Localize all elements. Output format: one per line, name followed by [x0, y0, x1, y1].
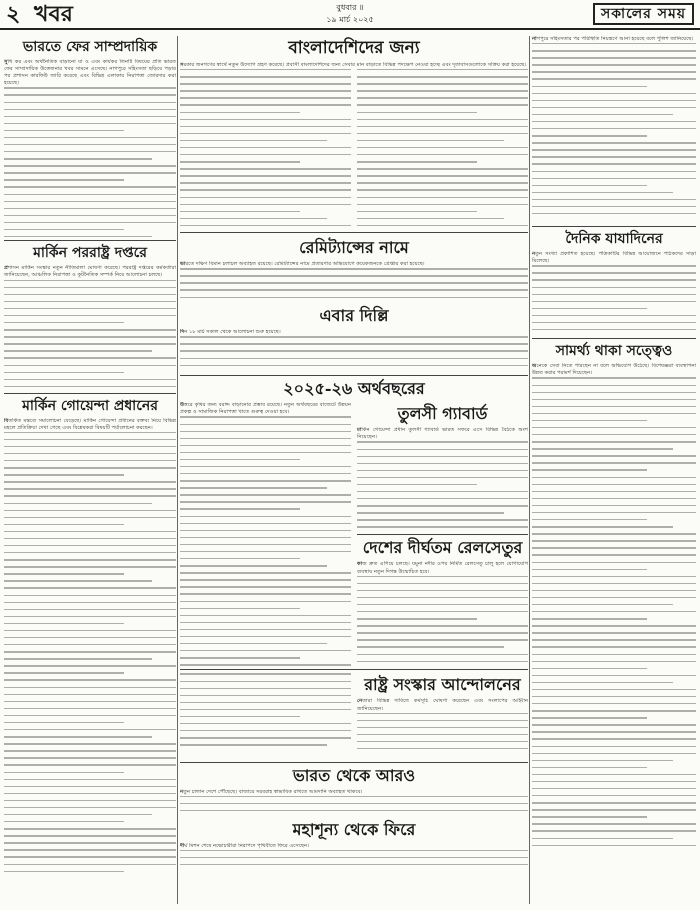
article-body [532, 265, 696, 335]
article-body [357, 576, 528, 666]
article-lead: কাজ দ্রুত এগিয়ে চলছে। যমুনা নদীর ওপর নির্মিত রেলসেতু চালু হলে যোগাযোগ ব্যবস্থায় নতুন দিগন্ত উন্মোচিত হবে। [357, 561, 528, 575]
article-body [180, 268, 528, 304]
article-body [357, 713, 528, 759]
article-remittance [180, 238, 528, 304]
headline: মার্কিন গোয়েন্দা প্রধানের [22, 397, 158, 414]
headline: ২০২৫-২৬ অর্থবছরের [283, 379, 425, 399]
article-budget [180, 379, 528, 666]
article-us-state-dept [4, 244, 176, 389]
left-column [4, 36, 176, 872]
headline: সামর্থ্য থাকা সত্ত্বেও [555, 343, 673, 360]
divider [180, 375, 528, 376]
middle-columns [180, 36, 528, 872]
article-despite-ability [532, 342, 696, 847]
article-lead: নেতারা বিভিন্ন দাবিতে কর্মসূচি ঘোষণা করেছেন এবং সংলাপের আহ্বান জানিয়েছেন। [357, 698, 528, 712]
section-title: খবর [34, 1, 73, 27]
article-lead: সরকার জনগণের স্বার্থে নতুন উদ্যোগ গ্রহণ করেছে। প্রবাসী বাংলাদেশিদের জন্য সেবার মান বাড়াতে বিভিন্ন পদক্ষেপ নেওয়া হচ্ছে এবং দূতাবাসগুলোকে সক্রিয় করা হয়েছে। [180, 62, 527, 68]
dateline [290, 2, 410, 26]
article-tulsi [357, 404, 528, 531]
article-lead: বিতর্কিত মন্তব্যে সমালোচনা বেড়েছে। মার্কিন গোয়েন্দা প্রধানের বক্তব্য নিয়ে বিভিন্ন মহলে প্রতিক্রিয়া দেখা গেছে এবং বিশ্লেষকরা বিষয়টি পর্যালোচনা করছেন। [4, 417, 176, 431]
headline: দেশের দীর্ঘতম রেলসেতুর [362, 538, 523, 558]
headline: তুলসী গ্যাবার্ড [397, 404, 488, 424]
divider [532, 226, 696, 227]
headline: ভারত থেকে আরও [292, 765, 416, 785]
divider [180, 669, 528, 670]
article-us-intel-chief [4, 397, 176, 872]
article-india-communal [4, 38, 176, 237]
article-body [4, 87, 176, 237]
headline: ভারতে ফের সাম্প্রদায়িক [22, 39, 158, 55]
article-body [357, 69, 528, 229]
headline: বাংলাদেশিদের জন্য [288, 38, 420, 58]
article-body [180, 850, 528, 872]
headline: দৈনিক যাযাদিনের [565, 231, 663, 248]
divider [532, 338, 696, 339]
headline: রেমিট্যান্সের নামে [299, 238, 409, 258]
column-rule [529, 36, 530, 904]
article-india-imports [180, 766, 528, 818]
column-rule [177, 36, 178, 904]
article-lead: নতুন সংখ্যা প্রকাশিত হয়েছে। পত্রিকাটির বিভিন্ন আয়োজনে পাঠকদের সাড়া মিলেছে। [532, 251, 696, 265]
article-lead: নতুন চালান দেশে পৌঁছেছে। বাজারে সরবরাহ স্বাভাবিক রাখতে আমদানি অব্যাহত থাকবে। [180, 788, 363, 795]
article-lead: প্রশাসন মার্কিন সংস্কার নতুন নীতিমালা ঘোষণা করেছে। পররাষ্ট্র দপ্তরের কর্মকর্তারা জানিয়েছেন, আঞ্চলিক নিরাপত্তা ও কূটনৈতিক সম্পর্ক নিয়ে আলোচনা চলছে। [4, 265, 176, 279]
masthead [0, 0, 700, 30]
article-body [357, 441, 528, 531]
article-body [532, 43, 696, 223]
article-space-return [180, 820, 528, 872]
day-label: বুধবার ॥ [336, 3, 364, 12]
article-state-reform [357, 675, 528, 758]
article-body [180, 336, 528, 372]
article-continuation [532, 36, 696, 223]
article-body [4, 432, 176, 872]
article-delhi [180, 306, 528, 372]
page-number: ২ [6, 1, 21, 27]
divider [180, 762, 528, 763]
article-bangladeshis [180, 38, 528, 229]
article-lead: নাগপুরে সহিংসতার পর পরিস্থিতি নিয়ন্ত্রণে আনা হয়েছে বলে পুলিশ জানিয়েছে। [532, 36, 694, 42]
article-lead: দীর্ঘ মিশন শেষে নভোচারীরা নিরাপদে পৃথিবীতে ফিরে এসেছেন। [180, 842, 309, 849]
article-daily-jaijaidin [532, 230, 696, 335]
article-lead: উত্তরে কৃষির জন্য বরাদ্দ বাড়ানোর প্রস্তাব রয়েছে। নতুন অর্থবছরের বাজেটে উন্নয়ন প্রকল্প ও সামাজিক নিরাপত্তা খাতে গুরুত্ব দেওয়া হবে। [180, 402, 351, 416]
divider [4, 393, 176, 394]
article-body [4, 280, 176, 390]
divider [180, 232, 528, 233]
newspaper-logo: সকালের সময় [593, 3, 694, 25]
headline: এবার দিল্লি [319, 306, 389, 326]
article-body [180, 69, 351, 229]
article-lead: অনেকে সেবা নিতে পারছেন না বলে অভিযোগ উঠেছে। বিশেষজ্ঞরা ব্যবস্থাপনা উন্নত করার পরামর্শ দিয়েছেন। [532, 363, 696, 377]
article-lead: মার্কিন গোয়েন্দা প্রধান তুলসী গ্যাবার্ড ভারত সফরে এসে বিভিন্ন বৈঠকে অংশ নিয়েছেন। [357, 427, 528, 441]
article-body [180, 796, 528, 818]
headline: রাষ্ট্র সংস্কার আন্দোলনের [364, 675, 521, 695]
article-lead: দিন ১৮ মার্চ সকাল থেকে আলোচনা শুরু হয়েছে। [180, 329, 281, 336]
date-label: ১৯ মার্চ ২০২৫ [326, 15, 374, 24]
headline: মহাশূন্য থেকে ফিরে [292, 819, 416, 839]
article-lead: সুখি কর এবং অর্থনৈতিক বাড়ানো যা ও এবং কার্যকর তিনটি বিষয়ের প্রতি ভারত ফের সাম্প্রদায়িক উত্তেজনার খবর সামনে এসেছে। নাগপুরে সহিংসতা ছড়িয়ে পড়ার পর প্রশাসন কারফিউ জারি করেছে এবং বিভিন্ন এলাকায় নিরাপত্তা জোরদার করা হয়েছে। [4, 59, 176, 87]
headline: মার্কিন পররাষ্ট্র দপ্তরে [33, 245, 147, 262]
article-body [532, 377, 696, 847]
article-body [180, 416, 351, 666]
article-rail-bridge [357, 538, 528, 665]
divider [357, 534, 528, 535]
right-column [532, 36, 696, 847]
divider [4, 240, 176, 241]
article-lead: ভারতে দক্ষিণ বিমান চলাচল অব্যাহত রয়েছে। রেমিট্যান্সের নামে প্রতারণার অভিযোগে কয়েকজনকে গ্রেপ্তার করা হয়েছে। [180, 261, 425, 268]
article-body [180, 673, 351, 753]
